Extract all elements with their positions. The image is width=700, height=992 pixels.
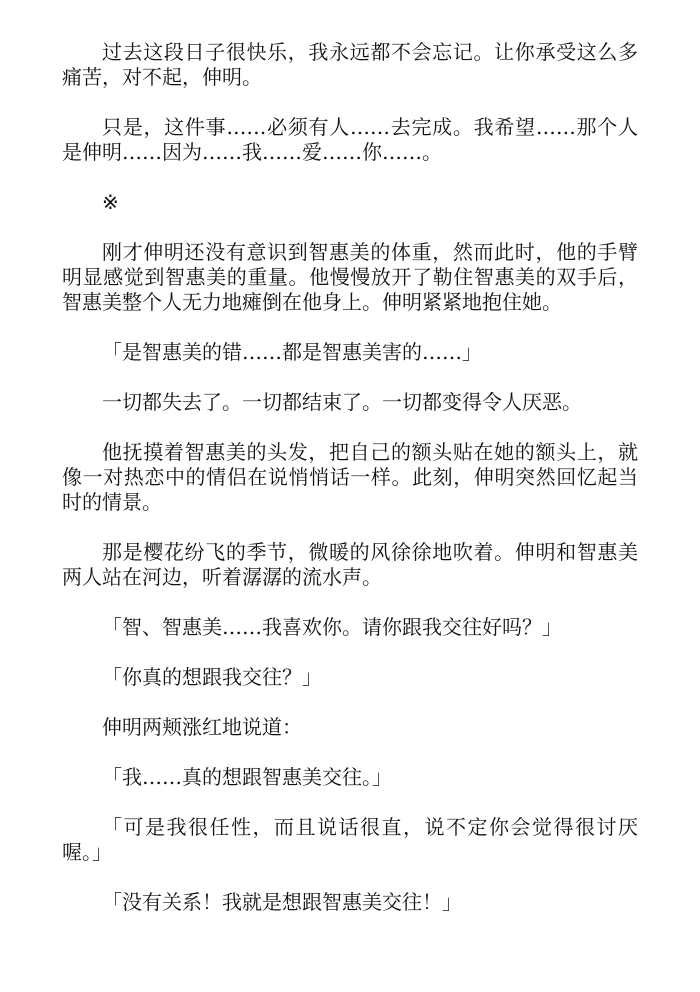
paragraph-letter-2: 只是，这件事……必须有人……去完成。我希望……那个人是伸明……因为……我……爱……你……。 (62, 115, 638, 164)
section-break-mark: ※ (102, 190, 119, 214)
paragraph-letter-1: 过去这段日子很快乐，我永远都不会忘记。让你承受这么多痛苦，对不起，伸明。 (62, 40, 638, 89)
paragraph-dialogue-4: 「我……真的想跟智惠美交往。」 (102, 765, 392, 789)
paragraph-narration-2: 一切都失去了。一切都结束了。一切都变得令人厌恶。 (102, 390, 582, 414)
paragraph-dialogue-6: 「没有关系！我就是想跟智惠美交往！」 (102, 890, 462, 914)
paragraph-narration-5: 伸明两颊涨红地说道： (102, 715, 302, 739)
document-page (62, 40, 638, 940)
paragraph-narration-3: 他抚摸着智惠美的头发，把自己的额头贴在她的额头上，就像一对热恋中的情侣在说悄悄话一样。此刻，伸明突然回忆起当时的情景。 (62, 440, 638, 514)
paragraph-narration-4: 那是樱花纷飞的季节，微暖的风徐徐地吹着。伸明和智惠美两人站在河边，听着潺潺的流水声。 (62, 540, 638, 589)
paragraph-narration-1: 刚才伸明还没有意识到智惠美的体重，然而此时，他的手臂明显感觉到智惠美的重量。他慢慢放开了勒住智惠美的双手后，智惠美整个人无力地瘫倒在他身上。伸明紧紧地抱住她。 (62, 240, 638, 314)
paragraph-dialogue-1: 「是智惠美的错……都是智惠美害的……」 (102, 340, 482, 364)
paragraph-dialogue-2: 「智、智惠美……我喜欢你。请你跟我交往好吗？」 (102, 615, 562, 639)
paragraph-dialogue-3: 「你真的想跟我交往？」 (102, 665, 322, 689)
paragraph-dialogue-5: 「可是我很任性，而且说话很直，说不定你会觉得很讨厌喔。」 (62, 815, 638, 864)
